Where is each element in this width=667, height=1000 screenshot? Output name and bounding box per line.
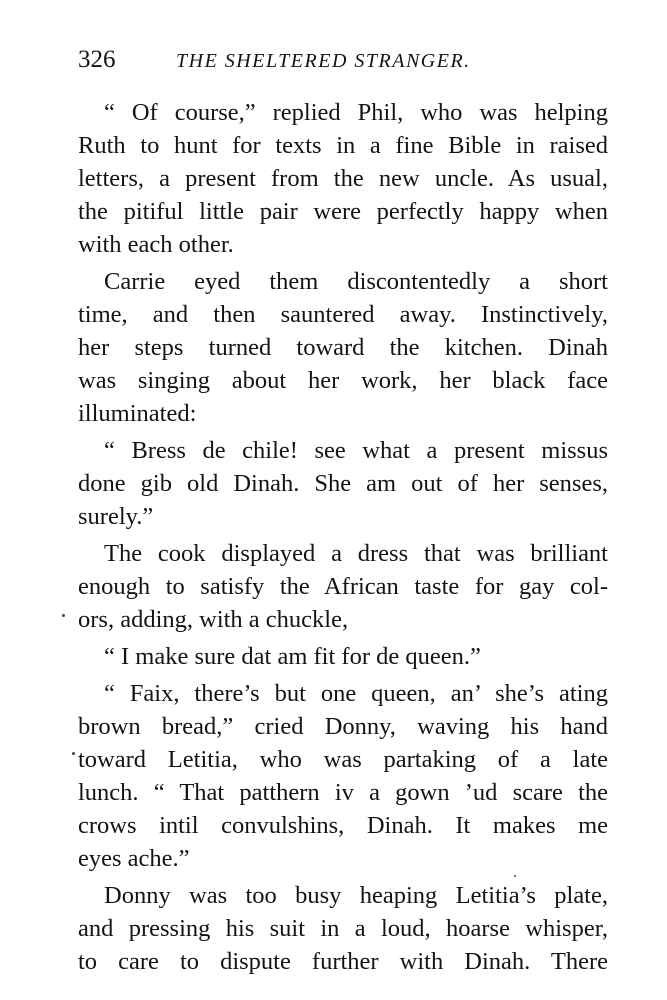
text-line: enough to satisfy the African taste for gay col- <box>78 573 608 600</box>
text-line: “ Of course,” replied Phil, who was helping <box>104 99 608 126</box>
paragraph <box>78 265 608 430</box>
paragraph <box>78 434 608 533</box>
text-line: The cook displayed a dress that was brilliant <box>104 540 608 567</box>
text-line: “ Faix, there’s but one queen, an’ she’s ating <box>104 680 608 707</box>
text-line: was singing about her work, her black face <box>78 367 608 394</box>
text-line: Donny was too busy heaping Letitia’s plate, <box>104 882 608 909</box>
text-line: crows intil convulshins, Dinah. It makes me <box>78 812 608 839</box>
text-line: Ruth to hunt for texts in a fine Bible in raised <box>78 132 608 159</box>
page-header <box>78 42 618 78</box>
text-line: with each other. <box>78 231 234 258</box>
print-speck <box>72 752 75 755</box>
text-line: to care to dispute further with Dinah. There <box>78 948 608 975</box>
text-line: ors, adding, with a chuckle, <box>78 606 349 633</box>
print-speck <box>62 614 65 617</box>
text-line: time, and then sauntered away. Instinctively, <box>78 301 608 328</box>
text-line: done gib old Dinah. She am out of her senses, <box>78 470 608 497</box>
body-text <box>78 96 608 982</box>
text-line: lunch. “ That patthern iv a gown ’ud scare the <box>78 779 608 806</box>
paragraph <box>78 879 608 978</box>
print-speck <box>514 875 516 877</box>
text-line: brown bread,” cried Donny, waving his hand <box>78 713 608 740</box>
text-line: surely.” <box>78 503 154 530</box>
text-line: illuminated: <box>78 400 197 427</box>
text-line: the pitiful little pair were perfectly happy when <box>78 198 608 225</box>
text-line: toward Letitia, who was partaking of a late <box>78 746 608 773</box>
paragraph <box>78 96 608 261</box>
paragraph <box>78 640 608 673</box>
text-line: her steps turned toward the kitchen. Dinah <box>78 334 608 361</box>
text-line: and pressing his suit in a loud, hoarse whisper, <box>78 915 608 942</box>
paragraph <box>78 537 608 636</box>
text-line: letters, a present from the new uncle. As usual, <box>78 165 608 192</box>
text-line: Carrie eyed them discontentedly a short <box>104 268 608 295</box>
text-line: “ I make sure dat am fit for de queen.” <box>104 643 481 670</box>
text-line: “ Bress de chile! see what a present missus <box>104 437 608 464</box>
page-number: 326 <box>78 46 116 73</box>
paragraph <box>78 677 608 875</box>
text-line: eyes ache.” <box>78 845 190 872</box>
running-title: THE SHELTERED STRANGER. <box>176 50 471 72</box>
